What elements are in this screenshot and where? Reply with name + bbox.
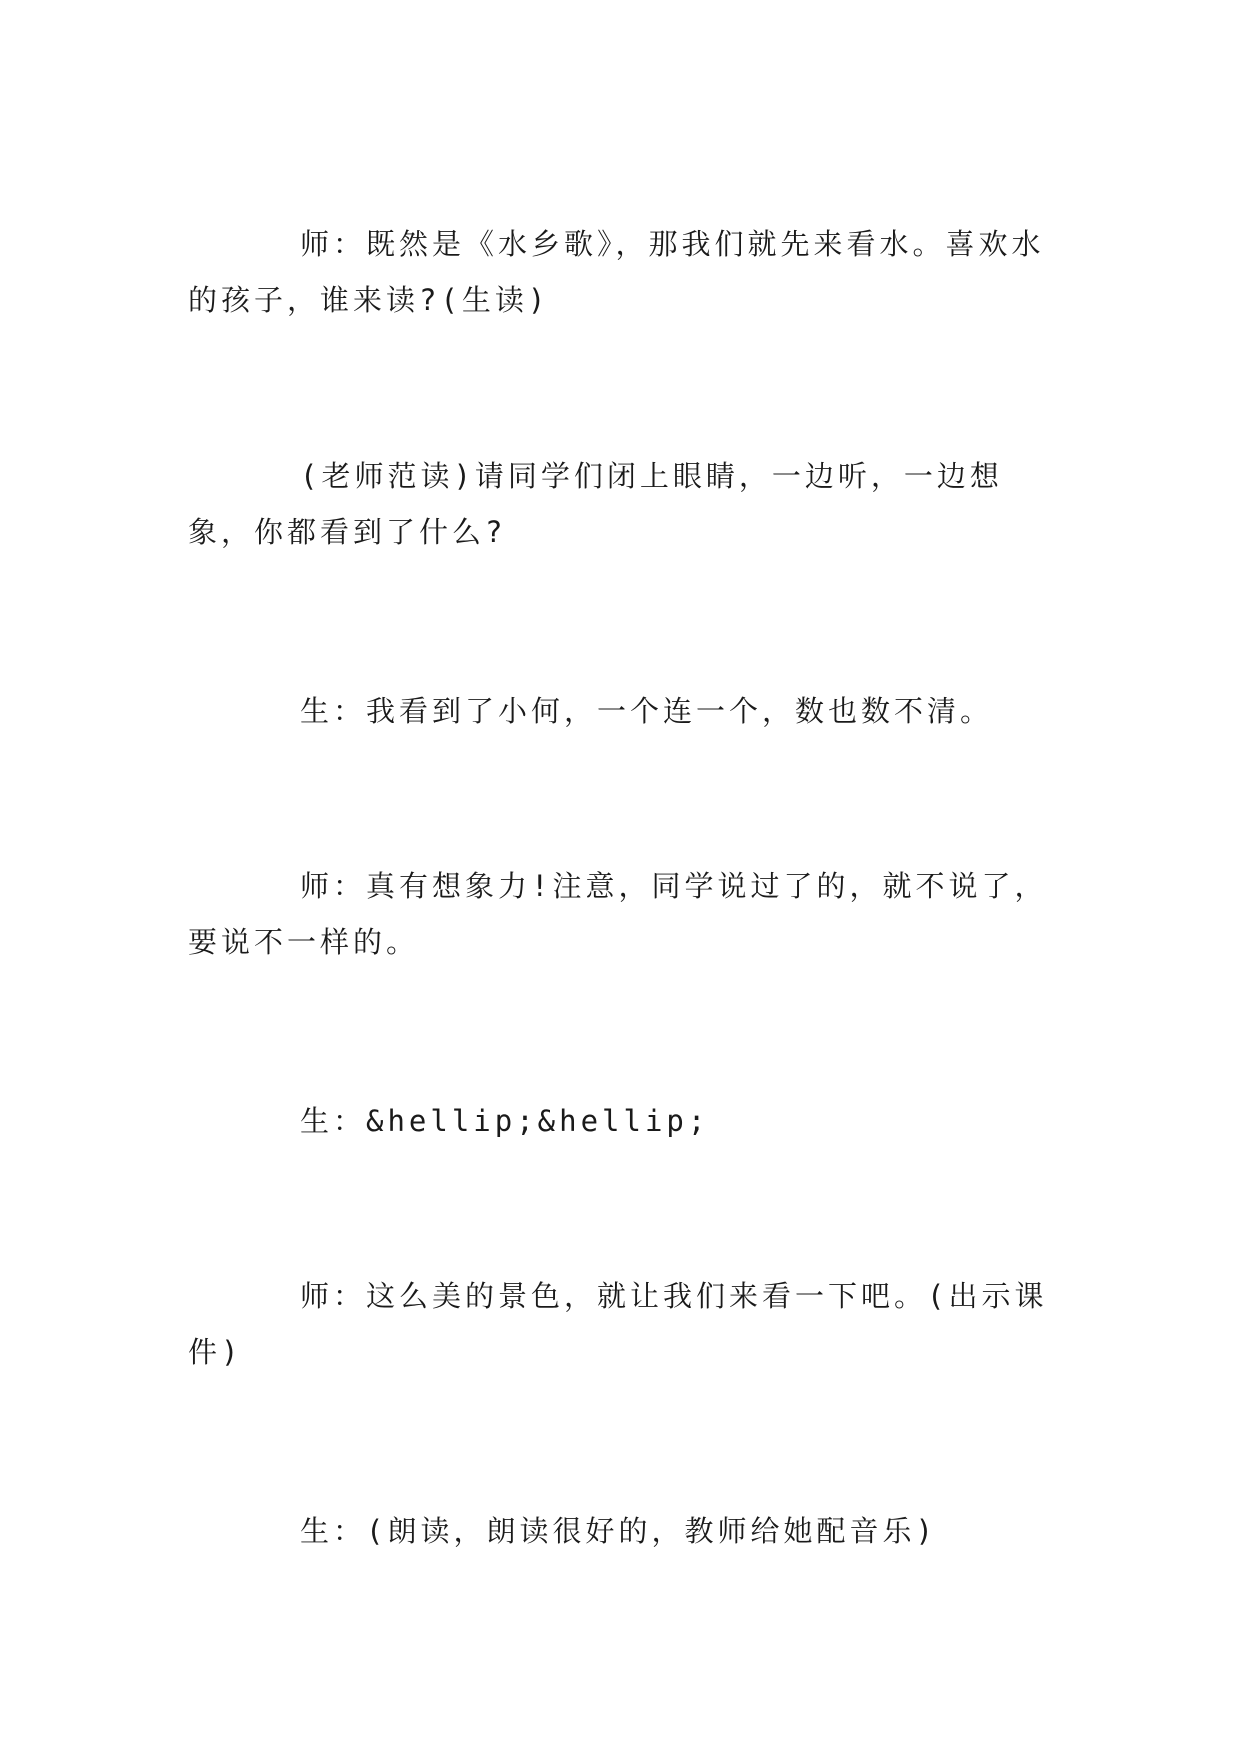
paragraph-student-ellipsis: 生：&hellip;&hellip; — [300, 1104, 710, 1138]
paragraph-teacher-praise: 师：真有想象力!注意，同学说过了的，就不说了，要说不一样的。 — [188, 869, 1048, 959]
paragraph-teacher-water: 师：既然是《水乡歌》，那我们就先来看水。喜欢水的孩子，谁来读?(生读) — [188, 227, 1045, 317]
paragraph-student-reading: 生：(朗读，朗读很好的，教师给她配音乐) — [300, 1514, 937, 1548]
paragraph-student-answer: 生：我看到了小何，一个连一个，数也数不清。 — [300, 694, 994, 728]
paragraph-teacher-courseware: 师：这么美的景色，就让我们来看一下吧。(出示课件) — [188, 1279, 1048, 1369]
paragraph-teacher-reading: (老师范读)请同学们闭上眼睛，一边听，一边想象，你都看到了什么? — [188, 459, 1003, 549]
